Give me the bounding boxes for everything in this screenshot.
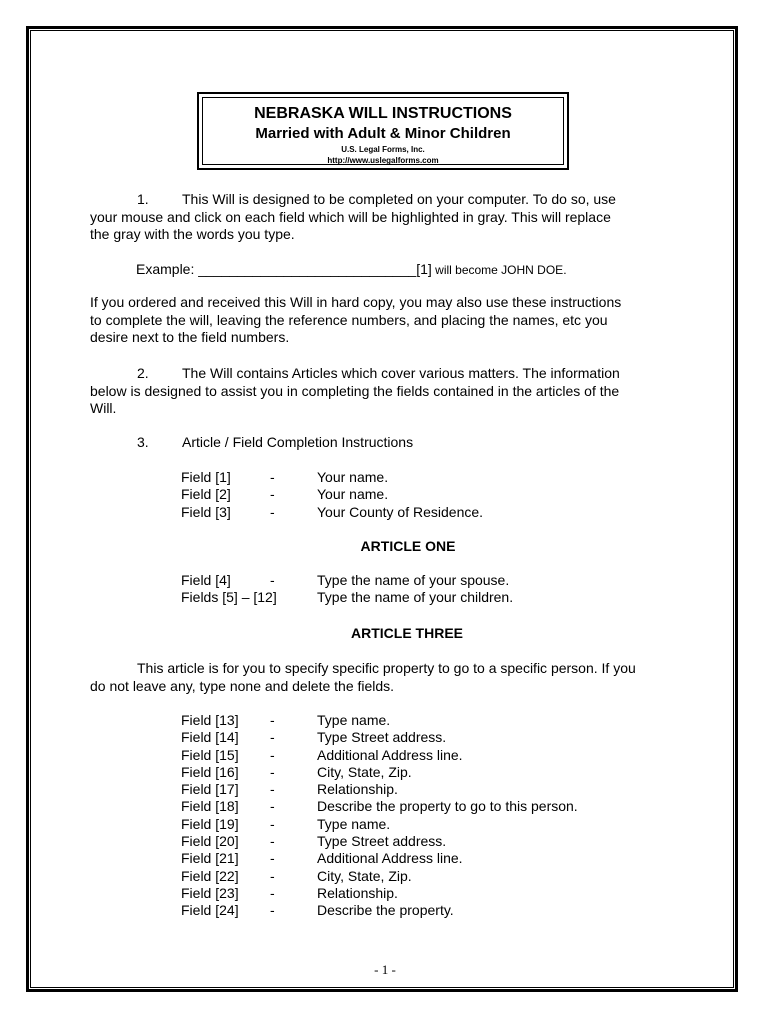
field-label: Field [2] (181, 486, 231, 503)
field-dash: - (270, 503, 275, 520)
title-box-inner (202, 97, 564, 165)
field-description: Your name. (317, 469, 389, 485)
field-dash: - (270, 746, 275, 763)
paragraph-1-line-3: the gray with the words you type. (90, 226, 295, 242)
paragraph-1-line-2: your mouse and click on each field which will be highlighted in gray. This will replace (90, 208, 611, 225)
paragraph-1-line-1: This Will is designed to be completed on your computer. To do so, use (182, 191, 616, 207)
title-box (197, 92, 569, 170)
field-dash: - (270, 572, 275, 588)
field-label: Field [24] (181, 902, 239, 919)
document-title: NEBRASKA WILL INSTRUCTIONS (254, 105, 512, 122)
hardcopy-line-1: If you ordered and received this Will in hard copy, you may also use these instructions (90, 294, 622, 310)
field-dash: - (270, 867, 275, 884)
field-dash: - (270, 850, 275, 867)
field-description: Type name. (317, 815, 391, 832)
paragraph-3-text: Article / Field Completion Instructions (182, 434, 414, 450)
field-dash: - (270, 729, 275, 746)
field-label: Field [16] (181, 763, 239, 780)
field-dash: - (270, 815, 275, 832)
company-name: U.S. Legal Forms, Inc. (341, 145, 425, 154)
field-description: Additional Address line. (317, 850, 463, 867)
field-label: Field [23] (181, 884, 239, 901)
field-description: Describe the property. (317, 902, 454, 919)
field-dash: - (270, 798, 275, 815)
paragraph-2-line-3: Will. (90, 400, 117, 416)
example-line (136, 261, 726, 280)
article-three-heading: ARTICLE THREE (351, 625, 463, 641)
page-number: - 1 - (374, 962, 396, 977)
field-label: Fields [5] – [12] (181, 589, 277, 606)
field-description: Additional Address line. (317, 746, 463, 763)
field-description: City, State, Zip. (317, 763, 412, 780)
field-label: Field [21] (181, 850, 239, 867)
paragraph-2-line-1: The Will contains Articles which cover various matters. The information (182, 365, 620, 381)
paragraph-article-three (90, 660, 680, 695)
field-label: Field [18] (181, 798, 239, 815)
paragraph-3-number: 3. (137, 434, 149, 450)
field-description: City, State, Zip. (317, 867, 412, 884)
field-label: Field [17] (181, 781, 239, 798)
paragraph-1-number: 1. (137, 191, 149, 207)
field-dash: - (270, 902, 275, 919)
field-label: Field [20] (181, 833, 239, 850)
article-one-heading: ARTICLE ONE (360, 538, 456, 554)
field-label: Field [13] (181, 712, 239, 728)
field-dash: - (270, 486, 275, 503)
field-label: Field [19] (181, 815, 239, 832)
document-subtitle: Married with Adult & Minor Children (255, 125, 511, 142)
field-dash: - (270, 884, 275, 901)
field-dash: - (270, 712, 275, 728)
field-label: Field [22] (181, 867, 239, 884)
hardcopy-line-2: to complete the will, leaving the reference numbers, and placing the names, etc you (90, 311, 608, 328)
field-description: Your name. (317, 486, 389, 503)
field-description: Type the name of your spouse. (317, 572, 510, 588)
paragraph-1 (90, 191, 680, 244)
field-description: Type Street address. (317, 833, 447, 850)
field-dash: - (270, 833, 275, 850)
field-dash: - (270, 763, 275, 780)
example-label: Example: ____________________________[1] (136, 261, 432, 277)
field-dash: - (270, 781, 275, 798)
field-label: Field [14] (181, 729, 239, 746)
paragraph-hardcopy (90, 294, 680, 347)
article-three-line-1: This article is for you to specify specific property to go to a specific person. If you (137, 660, 636, 676)
field-dash: - (270, 469, 275, 485)
field-label: Field [15] (181, 746, 239, 763)
field-description: Your County of Residence. (317, 503, 484, 520)
paragraph-3 (90, 434, 680, 452)
field-description: Relationship. (317, 884, 398, 901)
article-three-line-2: do not leave any, type none and delete the fields. (90, 677, 395, 694)
field-label: Field [3] (181, 503, 231, 520)
example-suffix: will become JOHN DOE. (431, 263, 567, 277)
field-description: Type Street address. (317, 729, 447, 746)
field-label: Field [4] (181, 572, 231, 588)
field-description: Relationship. (317, 781, 398, 798)
paragraph-2 (90, 365, 680, 418)
hardcopy-line-3: desire next to the field numbers. (90, 329, 290, 345)
field-label: Field [1] (181, 469, 231, 485)
company-url: http://www.uslegalforms.com (327, 156, 439, 165)
paragraph-2-number: 2. (137, 365, 149, 381)
field-description: Type the name of your children. (317, 589, 514, 606)
field-description: Describe the property to go to this person. (317, 798, 578, 815)
paragraph-2-line-2: below is designed to assist you in completing the fields contained in the articles of the (90, 382, 620, 399)
field-description: Type name. (317, 712, 391, 728)
